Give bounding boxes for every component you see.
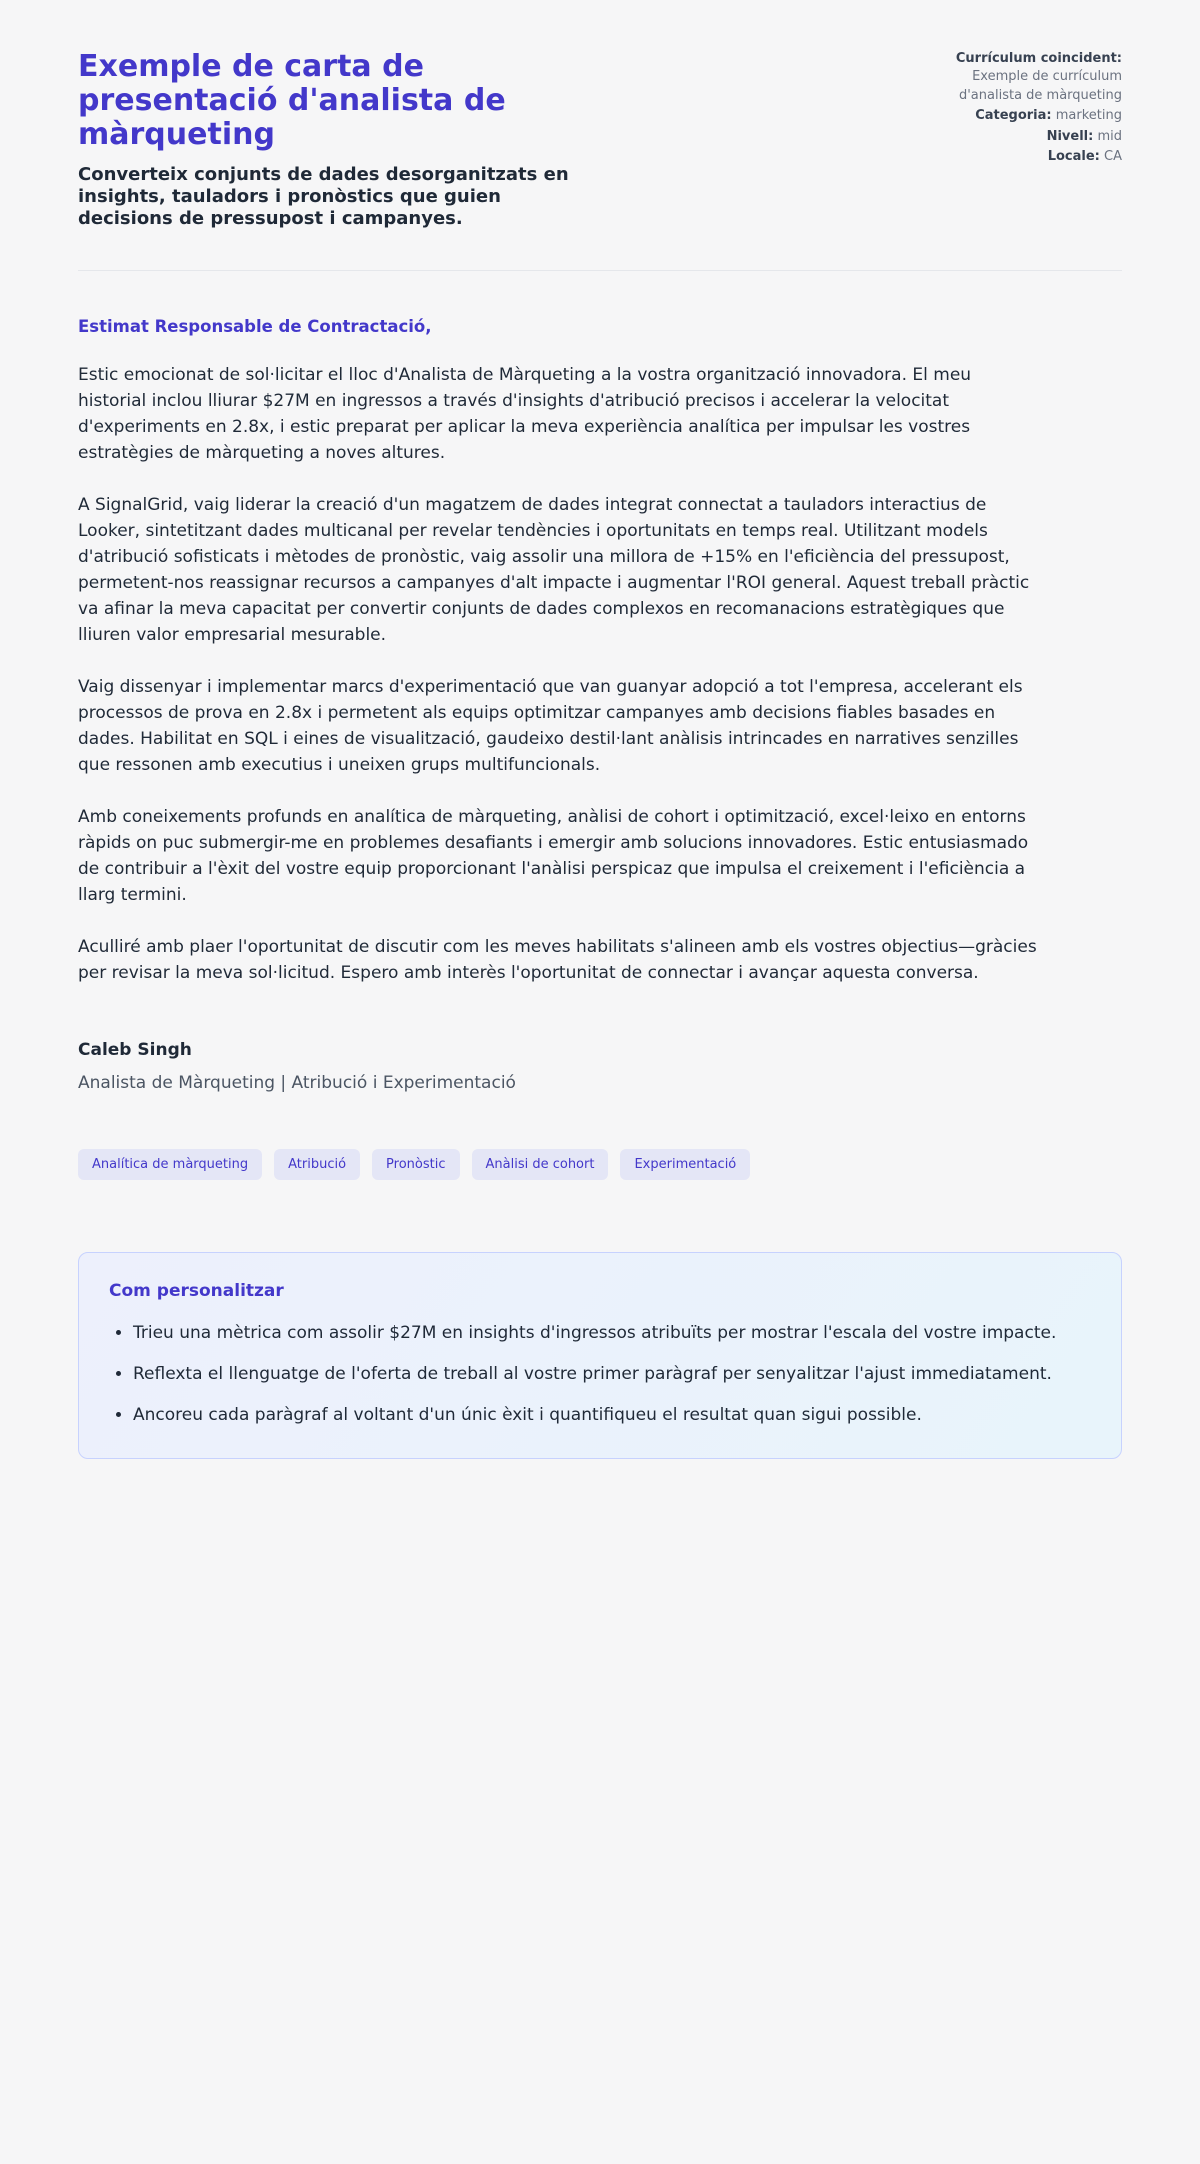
letter-paragraph: Amb coneixements profunds en analítica de màrqueting, anàlisi de cohort i optimització, excel·leixo en entorns ràpids on puc submergir-me en problemes desafiants i emergir amb solucions innovadores. Estic entusiasmado de contribuir a l'èxit del vostre equip proporcionant l'anàlisi perspicaz que impulsa el creixement i l'eficiència a llarg termini. [78, 806, 1029, 905]
meta-row-matching-resume [917, 50, 1122, 105]
tips-box [78, 1252, 1122, 1459]
signature-role: Analista de Màrqueting | Atribució i Experimentació [78, 1072, 516, 1093]
tag-chip: Anàlisi de cohort [472, 1149, 609, 1180]
page-subtitle: Converteix conjunts de dades desorganitzats en insights, tauladors i pronòstics que guien decisions de pressupost i campanyes. [78, 163, 569, 229]
meta-value: Exemple de currículum d'analista de màrqueting [958, 69, 1122, 103]
meta-value: mid [1097, 128, 1122, 144]
meta-row-locale [917, 148, 1122, 166]
letter-paragraph: Vaig dissenyar i implementar marcs d'experimentació que van guanyar adopció a tot l'empresa, accelerant els processos de prova en 2.8x i permetent als equips optimitzar campanyes amb decisions fiables basades en dades. Habilitat en SQL i eines de visualització, gaudeixo destil·lant anàlisis intrincades en narratives senzilles que ressonen amb executius i uneixen grups multifuncionals. [78, 676, 1023, 775]
meta-block [917, 50, 1122, 169]
meta-label: Nivell: [1046, 128, 1094, 144]
tag-chip: Atribució [274, 1149, 360, 1180]
meta-label: Locale: [1047, 149, 1100, 165]
cover-letter [78, 317, 1038, 1093]
meta-row-level [917, 128, 1122, 146]
tip-item: • Reflexta el llenguatge de l'oferta de treball al vostre primer paràgraf per senyalitzar l'ajust immediatament. [133, 1362, 1091, 1387]
tip-item: • Ancoreu cada paràgraf al voltant d'un únic èxit i quantifiqueu el resultat quan sigui possible. [133, 1403, 1091, 1428]
meta-label: Currículum coincident: [955, 51, 1122, 66]
meta-value: marketing [1055, 108, 1122, 124]
page [78, 0, 1122, 2164]
meta-value: CA [1104, 149, 1122, 165]
meta-row-category [917, 107, 1122, 125]
divider [78, 270, 1122, 271]
letter-paragraph: A SignalGrid, vaig liderar la creació d'un magatzem de dades integrat connectat a tauladors interactius de Looker, sintetitzant dades multicanal per revelar tendències i oportunitats en temps real. Utilitzant models d'atribució sofisticats i mètodes de pronòstic, vaig assolir una millora de +15% en l'eficiència del pressupost, permetent-nos reassignar recursos a campanyes d'alt impacte i augmentar l'ROI general. Aquest treball pràctic va afinar la meva capacitat per convertir conjunts de dades complexos en recomanacions estratègiques que lliuren valor empresarial mesurable. [78, 494, 1030, 645]
tag-chip: Experimentació [620, 1149, 750, 1180]
tag-chip: Analítica de màrqueting [78, 1149, 262, 1180]
letter-paragraph: Estic emocionat de sol·licitar el lloc d'Analista de Màrqueting a la vostra organització innovadora. El meu historial inclou lliurar $27M en ingressos a través d'insights d'atribució precisos i accelerar la velocitat d'experiments en 2.8x, i estic preparat per aplicar la meva experiència analítica per impulsar les vostres estratègies de màrqueting a noves altures. [78, 364, 972, 463]
page-title: Exemple de carta de presentació d'analista de màrqueting [78, 49, 506, 152]
greeting: Estimat Responsable de Contractació, [78, 316, 432, 336]
header-title-block [78, 50, 583, 230]
tips-list [109, 1321, 1091, 1428]
tip-item: • Trieu una mètrica com assolir $27M en insights d'ingressos atribuïts per mostrar l'escala del vostre impacte. [133, 1321, 1091, 1346]
signature-name: Caleb Singh [78, 1039, 192, 1060]
tag-list [78, 1149, 1122, 1180]
tips-title: Com personalitzar [109, 1280, 284, 1301]
letter-paragraph: Aculliré amb plaer l'oportunitat de discutir com les meves habilitats s'alineen amb els vostres objectius—gràcies per revisar la meva sol·licitud. Espero amb interès l'oportunitat de connectar i avançar aquesta conversa. [78, 936, 1037, 983]
header [78, 50, 1122, 230]
tag-chip: Pronòstic [372, 1149, 459, 1180]
meta-label: Categoria: [975, 108, 1052, 124]
